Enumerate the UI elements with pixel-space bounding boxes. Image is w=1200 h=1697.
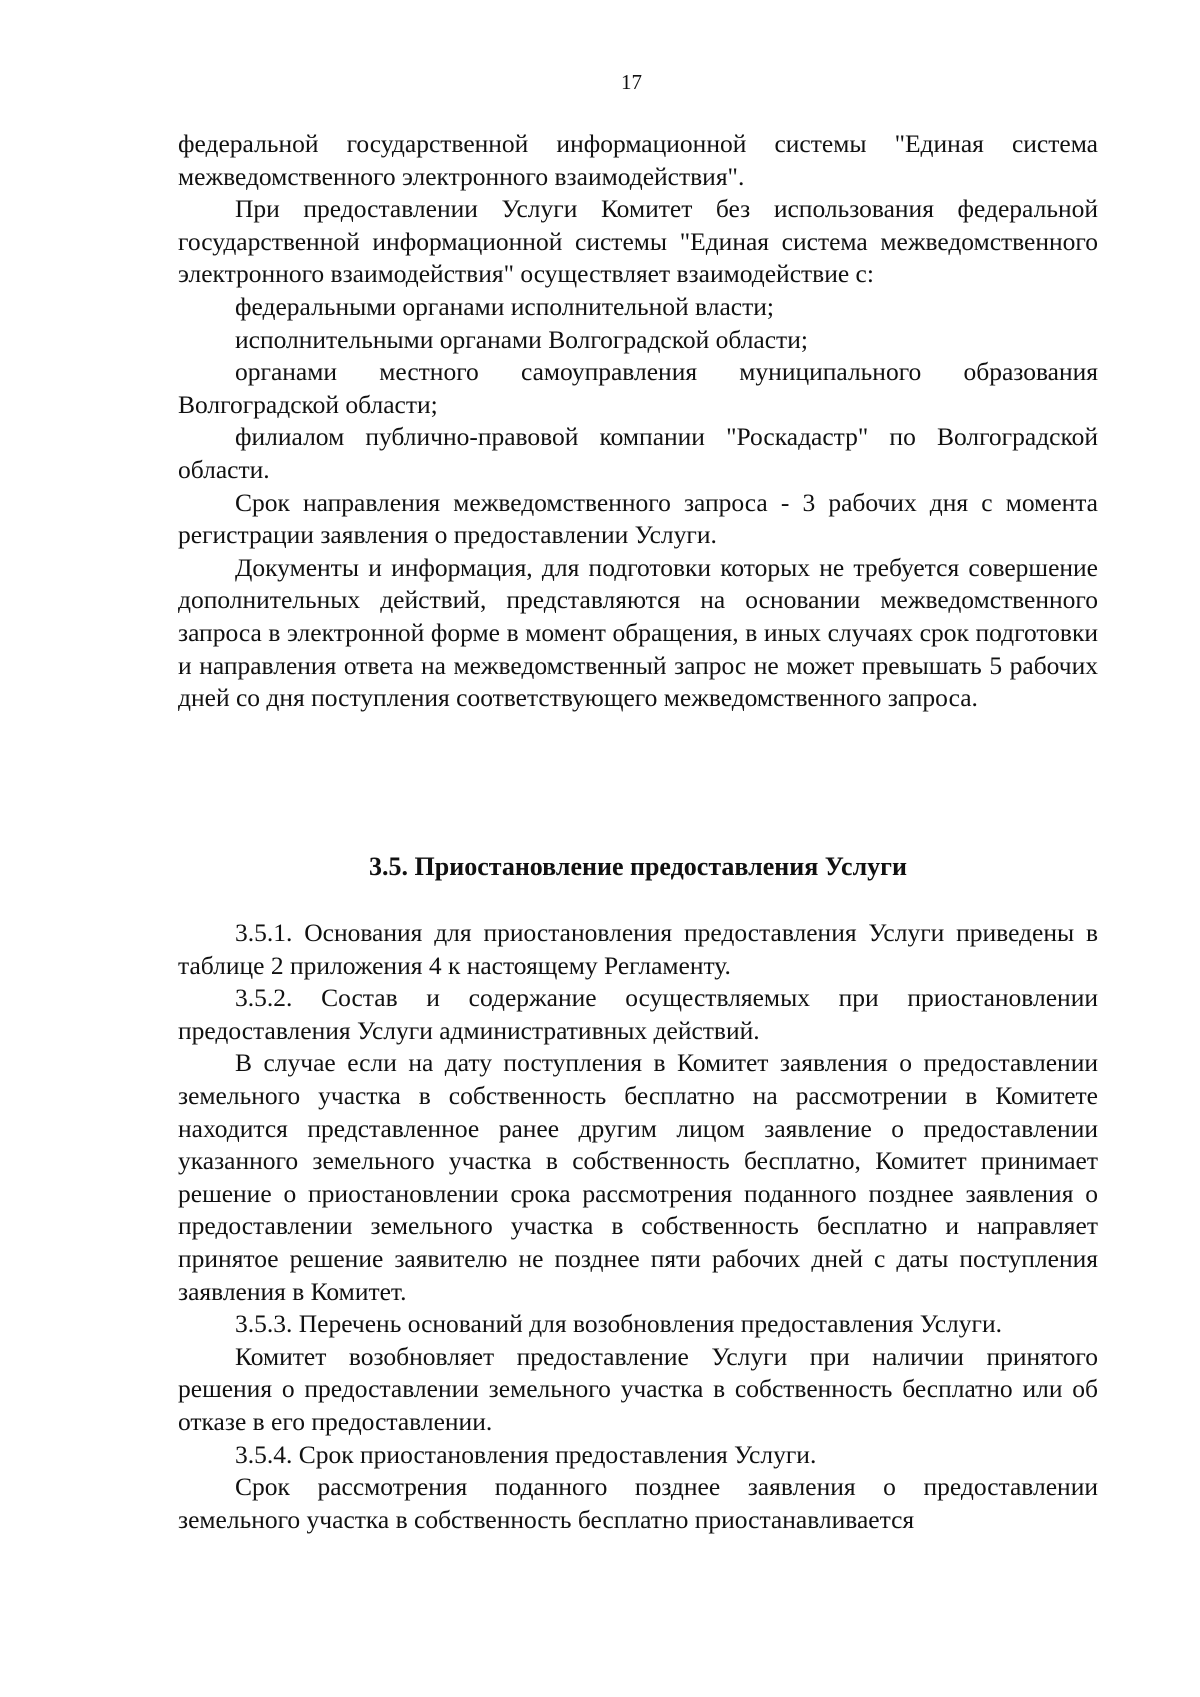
paragraph-suspension-term: Срок рассмотрения поданного позднее заявления о предоставлении земельного участка в собственность бесплатно приостанавливается [178,1472,1098,1534]
paragraph-3-5-1: 3.5.1. Основания для приостановления предоставления Услуги приведены в таблице 2 приложения 4 к настоящему Регламенту. [178,918,1098,980]
paragraph-resumption: Комитет возобновляет предоставление Услуги при наличии принятого решения о предоставлении земельного участка в собственность бесплатно или об отказе в его предоставлении. [178,1341,1098,1436]
paragraph-request-term: Срок направления межведомственного запроса - 3 рабочих дня с момента регистрации заявления о предоставлении Услуги. [178,487,1098,550]
section-title: 3.5. Приостановление предоставления Услуги [369,852,907,881]
list-item-federal-bodies: федеральными органами исполнительной власти; [235,291,774,321]
page-number: 17 [621,70,642,94]
paragraph-documents-info: Документы и информация, для подготовки которых не требуется совершение дополнительных действий, представляются на основании межведомственного запроса в электронной форме в момент обращения, в иных случаях срок подготовки и направления ответа на межведомственный запрос не может превышать 5 рабочих дней со дня поступления соответствующего межведомственного запроса. [178,552,1098,713]
list-item-regional-bodies: исполнительными органами Волгоградской области; [235,324,808,354]
list-item-roskadastr: филиалом публично-правовой компании "Роскадастр" по Волгоградской области. [178,422,1098,484]
paragraph-3-5-2: 3.5.2. Состав и содержание осуществляемых при приостановлении предоставления Услуги административных действий. [178,983,1098,1045]
body-text-top [178,128,1098,715]
paragraph-suspension-case: В случае если на дату поступления в Комитет заявления о предоставлении земельного участка в собственность бесплатно на рассмотрении в Комитете находится представленное ранее другим лицом заявление о предоставлении указанного земельного участка в собственность бесплатно, Комитет принимает решение о приостановлении срока рассмотрения поданного позднее заявления о предоставлении земельного участка в собственность бесплатно и направляет принятое решение заявителю не позднее пяти рабочих дней с даты поступления заявления в Комитет. [178,1048,1098,1306]
paragraph-3-5-4: 3.5.4. Срок приостановления предоставления Услуги. [235,1439,817,1469]
paragraph-continuation: федеральной государственной информационной системы "Единая система межведомственного электронного взаимодействия". [178,129,1098,191]
paragraph-interaction-intro: При предоставлении Услуги Комитет без использования федеральной государственной информационной системы "Единая система межведомственного электронного взаимодействия" осуществляет взаимодействие с: [178,194,1098,289]
body-text-bottom [178,917,1098,1536]
list-item-local-government: органами местного самоуправления муниципального образования Волгоградской области; [178,357,1098,419]
paragraph-3-5-3: 3.5.3. Перечень оснований для возобновления предоставления Услуги. [235,1309,1002,1339]
